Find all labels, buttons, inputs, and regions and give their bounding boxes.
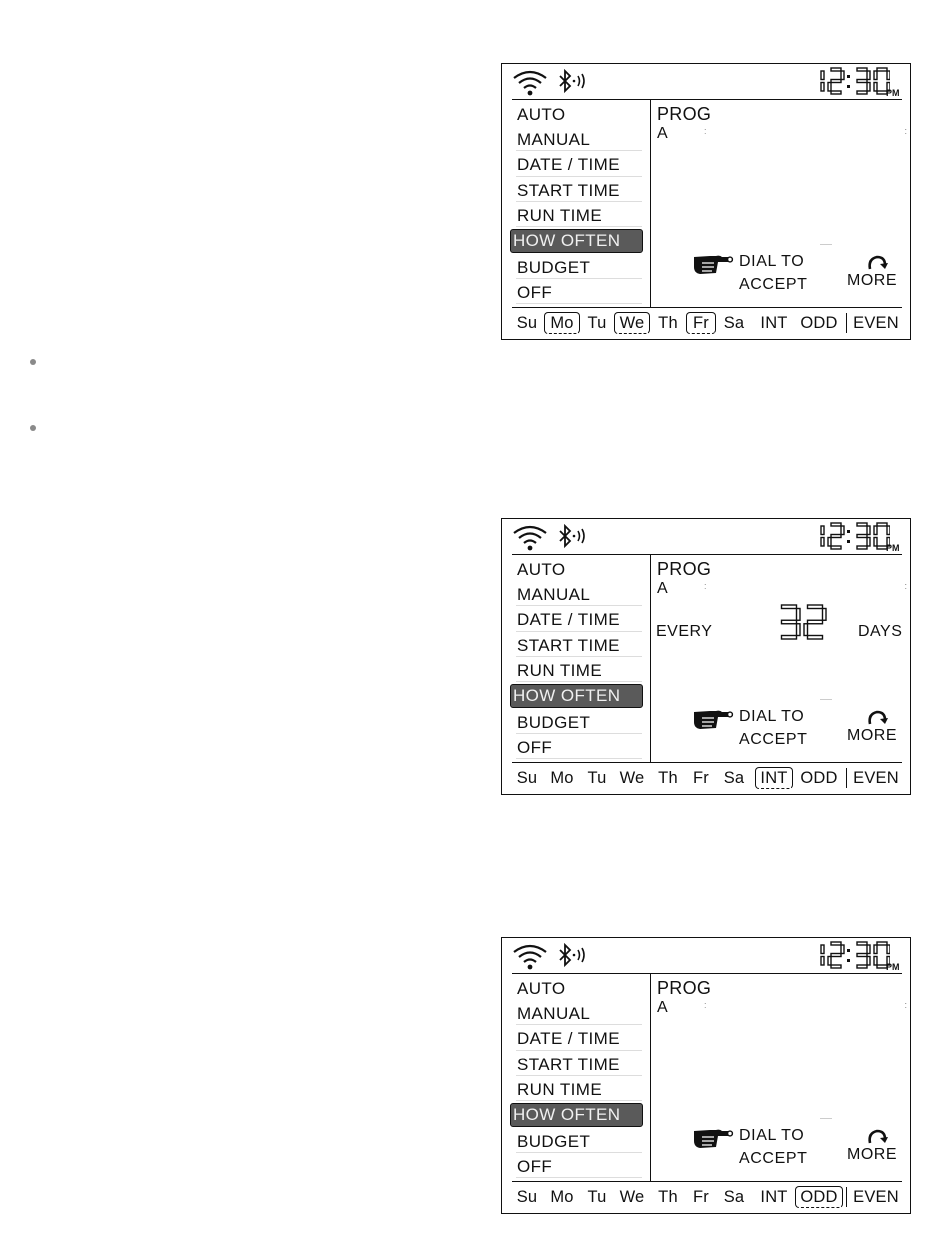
menu-item[interactable] bbox=[510, 203, 648, 228]
day-label: Mo bbox=[550, 769, 574, 787]
day-label: INT bbox=[760, 314, 788, 332]
program-label: PROG bbox=[657, 104, 712, 124]
menu-item-label: MANUAL bbox=[517, 130, 591, 150]
day-label: We bbox=[619, 314, 645, 332]
dial-to-accept bbox=[739, 1124, 808, 1170]
day-option[interactable] bbox=[757, 309, 791, 337]
divider bbox=[512, 554, 902, 555]
divider bbox=[846, 768, 847, 788]
day-label: Th bbox=[658, 1188, 678, 1206]
day-label: ODD bbox=[800, 1188, 838, 1206]
day-option[interactable] bbox=[655, 764, 681, 792]
menu-item-label: MANUAL bbox=[517, 585, 591, 605]
divider bbox=[516, 605, 642, 606]
menu-item[interactable] bbox=[510, 658, 648, 683]
day-label: ODD bbox=[800, 314, 838, 332]
day-label: Th bbox=[658, 769, 678, 787]
divider bbox=[512, 307, 902, 308]
menu-item[interactable] bbox=[510, 280, 648, 305]
dial-line-2: ACCEPT bbox=[739, 1150, 808, 1167]
day-option[interactable] bbox=[797, 1183, 841, 1211]
menu-item-label: DATE / TIME bbox=[517, 1029, 620, 1049]
pm-indicator: PM bbox=[886, 88, 900, 98]
mode-menu bbox=[510, 102, 648, 305]
divider bbox=[516, 150, 642, 151]
divider bbox=[512, 1181, 902, 1182]
day-label: Tu bbox=[587, 769, 607, 787]
day-option[interactable] bbox=[655, 309, 681, 337]
more-label[interactable]: MORE bbox=[847, 1146, 897, 1163]
pm-indicator: PM bbox=[886, 543, 900, 553]
wifi-icon bbox=[510, 942, 550, 972]
rotate-arrow-icon bbox=[866, 253, 888, 273]
menu-item[interactable] bbox=[510, 710, 648, 735]
day-option[interactable] bbox=[797, 309, 841, 337]
menu-item-label: HOW OFTEN bbox=[513, 231, 621, 251]
program-letter: A bbox=[657, 125, 668, 142]
divider bbox=[516, 1177, 642, 1178]
mode-menu bbox=[510, 557, 648, 760]
day-label: We bbox=[619, 1188, 645, 1206]
program-letter: A bbox=[657, 999, 668, 1016]
day-label: Su bbox=[516, 314, 538, 332]
day-option[interactable] bbox=[584, 1183, 610, 1211]
menu-item-label: AUTO bbox=[517, 979, 566, 998]
day-option[interactable] bbox=[584, 309, 610, 337]
bluetooth-icon bbox=[556, 69, 590, 95]
menu-item[interactable] bbox=[510, 976, 648, 1001]
day-option[interactable] bbox=[546, 309, 578, 337]
day-label: EVEN bbox=[853, 314, 899, 332]
menu-item[interactable] bbox=[510, 1052, 648, 1077]
day-option[interactable] bbox=[584, 764, 610, 792]
divider bbox=[516, 176, 642, 177]
menu-item-label: OFF bbox=[517, 1157, 553, 1177]
day-option[interactable] bbox=[546, 764, 578, 792]
menu-item-label: START TIME bbox=[517, 635, 620, 655]
menu-item-label: BUDGET bbox=[517, 1131, 591, 1151]
edge-mark: : bbox=[904, 1000, 907, 1010]
dial-line-1: DIAL TO bbox=[739, 253, 805, 270]
dial-line-1: DIAL TO bbox=[739, 1127, 805, 1144]
divider bbox=[516, 278, 642, 279]
day-option[interactable] bbox=[721, 1183, 747, 1211]
day-label: Fr bbox=[693, 769, 709, 787]
lcd-screen-3 bbox=[501, 937, 911, 1214]
interval-value-display bbox=[778, 603, 828, 641]
day-label: Su bbox=[516, 1188, 538, 1206]
lcd-screen-1 bbox=[501, 63, 911, 340]
day-option[interactable] bbox=[721, 764, 747, 792]
menu-item-label: START TIME bbox=[517, 1054, 620, 1074]
dial-line-2: ACCEPT bbox=[739, 731, 808, 748]
day-label: Tu bbox=[587, 314, 607, 332]
divider bbox=[516, 303, 642, 304]
dial-to-accept bbox=[739, 705, 808, 751]
pointing-hand-icon bbox=[692, 251, 734, 277]
day-label: ODD bbox=[800, 769, 838, 787]
menu-item-label: START TIME bbox=[517, 180, 620, 200]
menu-item[interactable] bbox=[510, 582, 648, 607]
rotate-arrow-icon bbox=[866, 708, 888, 728]
day-label: EVEN bbox=[853, 1188, 899, 1206]
day-option[interactable] bbox=[688, 309, 714, 337]
lcd-screen-2 bbox=[501, 518, 911, 795]
menu-item[interactable] bbox=[510, 1077, 648, 1102]
colon-mark: : bbox=[704, 581, 707, 591]
menu-item-label: MANUAL bbox=[517, 1004, 591, 1024]
program-letter: A bbox=[657, 580, 668, 597]
menu-item[interactable] bbox=[510, 684, 643, 708]
edge-mark: : bbox=[904, 126, 907, 136]
divider bbox=[516, 681, 642, 682]
edge-mark: : bbox=[904, 581, 907, 591]
day-selector bbox=[512, 764, 908, 792]
day-label: Sa bbox=[723, 314, 745, 332]
menu-item[interactable] bbox=[510, 1001, 648, 1026]
day-selector bbox=[512, 309, 908, 337]
day-selector bbox=[512, 1183, 908, 1211]
dial-line-1: DIAL TO bbox=[739, 708, 805, 725]
menu-item-label: HOW OFTEN bbox=[513, 686, 621, 706]
divider bbox=[512, 973, 902, 974]
day-option[interactable] bbox=[847, 309, 905, 337]
day-option[interactable] bbox=[721, 309, 747, 337]
menu-item[interactable] bbox=[510, 255, 648, 280]
menu-item[interactable] bbox=[510, 1129, 648, 1154]
list-bullet bbox=[30, 425, 36, 431]
day-option[interactable] bbox=[616, 1183, 648, 1211]
divider bbox=[516, 631, 642, 632]
bluetooth-icon bbox=[556, 524, 590, 550]
dial-to-accept bbox=[739, 250, 808, 296]
day-option[interactable] bbox=[757, 764, 791, 792]
day-label: Sa bbox=[723, 769, 745, 787]
day-label: Fr bbox=[693, 1188, 709, 1206]
day-option[interactable] bbox=[616, 309, 648, 337]
wifi-icon bbox=[510, 523, 550, 553]
dial-line-2: ACCEPT bbox=[739, 276, 808, 293]
menu-item-label: OFF bbox=[517, 738, 553, 758]
divider bbox=[820, 244, 832, 245]
divider bbox=[650, 100, 651, 307]
menu-item[interactable] bbox=[510, 102, 648, 127]
day-label: Su bbox=[516, 769, 538, 787]
divider bbox=[820, 699, 832, 700]
divider bbox=[516, 733, 642, 734]
bluetooth-icon bbox=[556, 943, 590, 969]
day-label: Tu bbox=[587, 1188, 607, 1206]
day-label: Mo bbox=[550, 314, 574, 332]
menu-item[interactable] bbox=[510, 127, 648, 152]
divider bbox=[516, 1100, 642, 1101]
day-option[interactable] bbox=[797, 764, 841, 792]
pointing-hand-icon bbox=[692, 1125, 734, 1151]
menu-item-label: DATE / TIME bbox=[517, 155, 620, 175]
day-option[interactable] bbox=[616, 764, 648, 792]
day-label: Fr bbox=[693, 314, 709, 332]
menu-item[interactable] bbox=[510, 178, 648, 203]
menu-item[interactable] bbox=[510, 1026, 648, 1051]
menu-item[interactable] bbox=[510, 1154, 648, 1179]
divider bbox=[516, 1075, 642, 1076]
menu-item-label: BUDGET bbox=[517, 257, 591, 277]
day-option[interactable] bbox=[514, 309, 540, 337]
menu-item-label: BUDGET bbox=[517, 712, 591, 732]
more-label[interactable]: MORE bbox=[847, 272, 897, 289]
divider bbox=[512, 762, 902, 763]
day-option[interactable] bbox=[514, 1183, 540, 1211]
pm-indicator: PM bbox=[886, 962, 900, 972]
menu-item-label: OFF bbox=[517, 283, 553, 303]
clock-display bbox=[808, 940, 890, 972]
day-option[interactable] bbox=[514, 764, 540, 792]
clock-display bbox=[808, 66, 890, 98]
menu-item-label: HOW OFTEN bbox=[513, 1105, 621, 1125]
day-label: EVEN bbox=[853, 769, 899, 787]
day-option[interactable] bbox=[688, 1183, 714, 1211]
day-label: Sa bbox=[723, 1188, 745, 1206]
day-option[interactable] bbox=[847, 764, 905, 792]
divider bbox=[516, 758, 642, 759]
menu-item-label: AUTO bbox=[517, 105, 566, 124]
wifi-icon bbox=[510, 68, 550, 98]
clock-display bbox=[808, 521, 890, 553]
divider bbox=[846, 1187, 847, 1207]
divider bbox=[512, 99, 902, 100]
menu-item[interactable] bbox=[510, 735, 648, 760]
day-label: INT bbox=[760, 1188, 788, 1206]
divider bbox=[516, 1024, 642, 1025]
menu-item-label: RUN TIME bbox=[517, 660, 603, 680]
day-label: INT bbox=[760, 769, 788, 787]
divider bbox=[650, 555, 651, 762]
menu-item[interactable] bbox=[510, 557, 648, 582]
day-label: Th bbox=[658, 314, 678, 332]
day-option[interactable] bbox=[655, 1183, 681, 1211]
more-label[interactable]: MORE bbox=[847, 727, 897, 744]
menu-item[interactable] bbox=[510, 633, 648, 658]
divider bbox=[516, 201, 642, 202]
program-label: PROG bbox=[657, 559, 712, 579]
menu-item[interactable] bbox=[510, 152, 648, 177]
colon-mark: : bbox=[704, 126, 707, 136]
menu-item-label: RUN TIME bbox=[517, 205, 603, 225]
rotate-arrow-icon bbox=[866, 1127, 888, 1147]
menu-item[interactable] bbox=[510, 1103, 643, 1127]
menu-item-label: AUTO bbox=[517, 560, 566, 579]
divider bbox=[516, 656, 642, 657]
divider bbox=[820, 1118, 832, 1119]
divider bbox=[516, 1050, 642, 1051]
divider bbox=[516, 226, 642, 227]
program-label: PROG bbox=[657, 978, 712, 998]
menu-item[interactable] bbox=[510, 607, 648, 632]
divider bbox=[516, 1152, 642, 1153]
day-label: Mo bbox=[550, 1188, 574, 1206]
list-bullet bbox=[30, 359, 36, 365]
day-label: We bbox=[619, 769, 645, 787]
colon-mark: : bbox=[704, 1000, 707, 1010]
divider bbox=[650, 974, 651, 1181]
mode-menu bbox=[510, 976, 648, 1179]
day-option[interactable] bbox=[688, 764, 714, 792]
menu-item[interactable] bbox=[510, 229, 643, 253]
divider bbox=[846, 313, 847, 333]
pointing-hand-icon bbox=[692, 706, 734, 732]
day-option[interactable] bbox=[847, 1183, 905, 1211]
days-label: DAYS bbox=[858, 623, 903, 640]
every-label: EVERY bbox=[656, 623, 713, 640]
menu-item-label: DATE / TIME bbox=[517, 610, 620, 630]
day-option[interactable] bbox=[757, 1183, 791, 1211]
day-option[interactable] bbox=[546, 1183, 578, 1211]
menu-item-label: RUN TIME bbox=[517, 1079, 603, 1099]
